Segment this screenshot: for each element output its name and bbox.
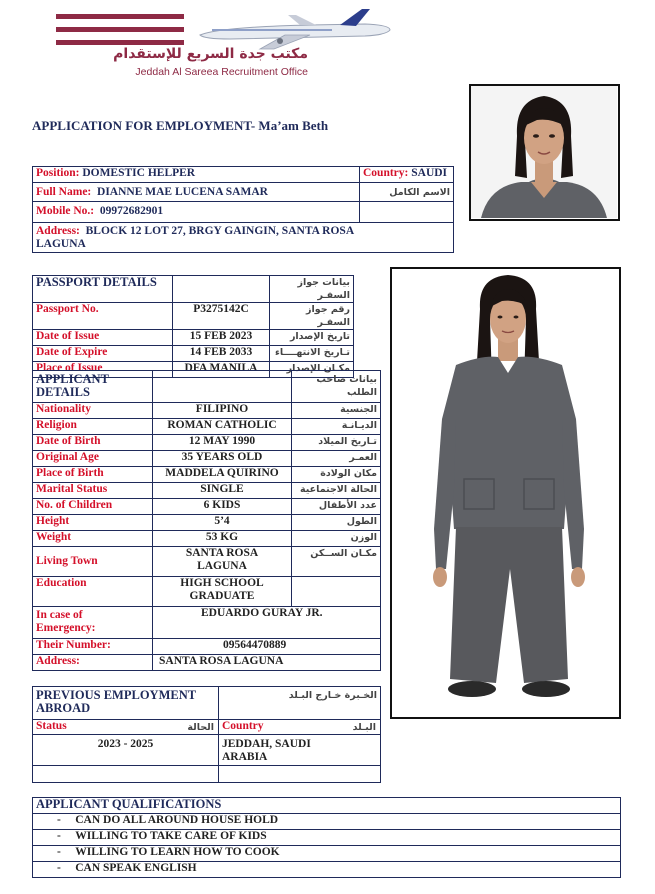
logo-stripe: [56, 40, 184, 45]
previous-employment-table: [32, 686, 381, 783]
applicant-row-ar: مكان الولادة: [320, 468, 377, 479]
logo-arabic-name: مكتب جدة السريع للإستقدام: [113, 46, 308, 62]
table-row: [33, 639, 381, 655]
passport-row-label: Place of Issue: [33, 362, 173, 378]
qualification-item: WILLING TO TAKE CARE OF KIDS: [75, 830, 267, 842]
table-row: [33, 531, 381, 547]
country-value: SAUDI: [411, 167, 448, 179]
passport-row-label: Passport No.: [33, 303, 173, 330]
applicant-header-ar-line2: الطلب: [346, 387, 377, 398]
applicant-row-label: Date of Birth: [33, 435, 153, 451]
living-town-label: Living Town: [33, 547, 153, 577]
applicant-header-line2: DETAILS: [36, 385, 90, 399]
applicant-row-value: MADDELA QUIRINO: [153, 467, 292, 483]
list-item: - WILLING TO TAKE CARE OF KIDS: [33, 830, 621, 846]
status-label: Status: [36, 720, 67, 732]
applicant-row-value: 12 MAY 1990: [153, 435, 292, 451]
address-value-2: LAGUNA: [36, 238, 86, 250]
applicant-row-label: Religion: [33, 419, 153, 435]
position-cell: [33, 167, 360, 183]
table-row: [33, 346, 354, 362]
full-name-value: DIANNE MAE LUCENA SAMAR: [97, 186, 268, 198]
employment-country-label: Country: [222, 720, 264, 732]
applicant-header-line1: APPLICANT: [36, 372, 109, 386]
address-cell: [33, 223, 454, 253]
position-label: Position:: [36, 167, 80, 179]
passport-header: PASSPORT DETAILS: [33, 276, 173, 303]
full-name-label: Full Name:: [36, 186, 92, 198]
emergency-label-1: In case of: [36, 609, 83, 621]
previous-employment-header-ar: الخـبرة خـارج البـلد: [288, 690, 377, 701]
their-number-value: 09564470889: [153, 639, 381, 655]
applicant-row-label: Height: [33, 515, 153, 531]
passport-row-label: Date of Expire: [33, 346, 173, 362]
applicant-row-ar: الديـانـة: [341, 420, 377, 431]
list-item: - CAN SPEAK ENGLISH: [33, 862, 621, 878]
country-label: Country:: [363, 167, 409, 179]
previous-employment-header: [33, 687, 219, 720]
table-row: [33, 419, 381, 435]
table-row: [33, 547, 381, 577]
applicant-row-ar: الطول: [346, 516, 377, 527]
applicant-row-ar: تـاريخ الميلاد: [318, 436, 377, 447]
applicant-address-value: SANTA ROSA LAGUNA: [153, 655, 381, 671]
passport-row-value: P3275142C: [173, 303, 270, 330]
table-row: [33, 735, 381, 766]
mobile-value: 09972682901: [99, 205, 164, 217]
applicant-row-value: 53 KG: [153, 531, 292, 547]
table-row: [33, 655, 381, 671]
their-number-label: Their Number:: [33, 639, 153, 655]
applicant-row-label: Place of Birth: [33, 467, 153, 483]
passport-row-value: 15 FEB 2023: [173, 330, 270, 346]
passport-row-ar: تـاريخ الانتهــــاء: [274, 347, 350, 358]
applicant-row-ar: الجنسية: [340, 404, 377, 415]
employment-country-value: [219, 735, 381, 766]
position-value: DOMESTIC HELPER: [82, 167, 196, 179]
applicant-row-ar: عدد الأطفال: [318, 500, 377, 511]
previous-employment-header-1: PREVIOUS EMPLOYMENT: [36, 688, 197, 702]
table-row: [33, 435, 381, 451]
education-value-1: HIGH SCHOOL: [180, 577, 264, 589]
applicant-row-ar: العمـر: [349, 452, 377, 463]
emergency-value: EDUARDO GURAY JR.: [153, 607, 381, 639]
passport-row-value: DFA MANILA: [173, 362, 270, 378]
passport-table: [32, 275, 354, 378]
previous-employment-header-2: ABROAD: [36, 701, 91, 715]
page-title: APPLICATION FOR EMPLOYMENT- Ma’am Beth: [32, 118, 329, 133]
logo-stripe: [56, 14, 184, 19]
passport-row-ar: رقم جواز السفـر: [306, 304, 350, 328]
employment-country-value-1: JEDDAH, SAUDI: [222, 738, 311, 750]
applicant-row-label: Weight: [33, 531, 153, 547]
education-value: [153, 577, 292, 607]
address-label: Address:: [36, 225, 80, 237]
applicant-row-value: SINGLE: [153, 483, 292, 499]
employment-country-ar: البـلد: [352, 722, 376, 733]
applicant-header-ar-line1: بيانات صاحب: [316, 374, 377, 385]
applicant-address-label: Address:: [33, 655, 153, 671]
applicant-row-ar: الوزن: [350, 532, 377, 543]
qualification-item: CAN DO ALL AROUND HOUSE HOLD: [75, 814, 279, 826]
table-row: [33, 330, 354, 346]
passport-header-ar: بيانات جواز السفـر: [297, 277, 350, 301]
applicant-full-body-photo: [390, 267, 621, 719]
table-row: [33, 499, 381, 515]
applicant-row-value: 5’4: [153, 515, 292, 531]
applicant-row-label: Marital Status: [33, 483, 153, 499]
table-row: [33, 483, 381, 499]
logo-english-name: Jeddah Al Sareea Recruitment Office: [135, 66, 308, 78]
passport-row-label: Date of Issue: [33, 330, 173, 346]
table-row: [33, 303, 354, 330]
full-name-cell: [33, 183, 360, 202]
status-ar: الحالة: [187, 722, 214, 733]
passport-row-ar: تاريخ الإصدار: [289, 331, 350, 342]
living-town-value: [153, 547, 292, 577]
education-value-2: GRADUATE: [189, 590, 255, 602]
qualification-item: WILLING TO LEARN HOW TO COOK: [75, 846, 280, 858]
applicant-details-table: [32, 370, 381, 671]
employment-country-value-2: ARABIA: [222, 751, 268, 763]
country-cell: [360, 167, 454, 183]
emergency-label-2: Emergency:: [36, 622, 96, 634]
list-item: - CAN DO ALL AROUND HOUSE HOLD: [33, 814, 621, 830]
education-label: Education: [33, 577, 153, 607]
applicant-row-label: Original Age: [33, 451, 153, 467]
applicant-row-value: 6 KIDS: [153, 499, 292, 515]
emergency-label: [33, 607, 153, 639]
applicant-headshot: [469, 84, 620, 221]
employment-period: 2023 - 2025: [33, 735, 219, 766]
table-row: [33, 451, 381, 467]
table-row: [33, 577, 381, 607]
table-row: [33, 467, 381, 483]
table-row: [33, 607, 381, 639]
airplane-icon: [190, 5, 395, 50]
applicant-row-value: ROMAN CATHOLIC: [153, 419, 292, 435]
summary-table: [32, 166, 454, 253]
logo-stripe: [56, 27, 184, 32]
qualifications-header: APPLICANT QUALIFICATIONS: [33, 798, 621, 814]
applicant-row-label: No. of Children: [33, 499, 153, 515]
qualification-item: CAN SPEAK ENGLISH: [75, 862, 197, 874]
applicant-header: [33, 371, 153, 403]
applicant-row-value: 35 YEARS OLD: [153, 451, 292, 467]
living-town-ar: مكـان الســكن: [310, 548, 377, 559]
list-item: - WILLING TO LEARN HOW TO COOK: [33, 846, 621, 862]
living-town-value-2: LAGUNA: [197, 560, 247, 572]
passport-row-ar: مكـان الإصدار: [286, 363, 350, 374]
full-name-ar: الاسم الكامل: [389, 187, 450, 198]
mobile-cell: [33, 202, 360, 223]
living-town-value-1: SANTA ROSA: [185, 547, 259, 559]
mobile-label: Mobile No.:: [36, 205, 95, 217]
applicant-row-ar: الحالة الاجتماعية: [300, 484, 377, 495]
address-value: BLOCK 12 LOT 27, BRGY GAINGIN, SANTA ROSA: [85, 225, 355, 237]
applicant-row-label: Nationality: [33, 403, 153, 419]
table-row: [33, 403, 381, 419]
table-row: [33, 515, 381, 531]
qualifications-table: [32, 797, 621, 878]
applicant-row-value: FILIPINO: [153, 403, 292, 419]
passport-row-value: 14 FEB 2033: [173, 346, 270, 362]
